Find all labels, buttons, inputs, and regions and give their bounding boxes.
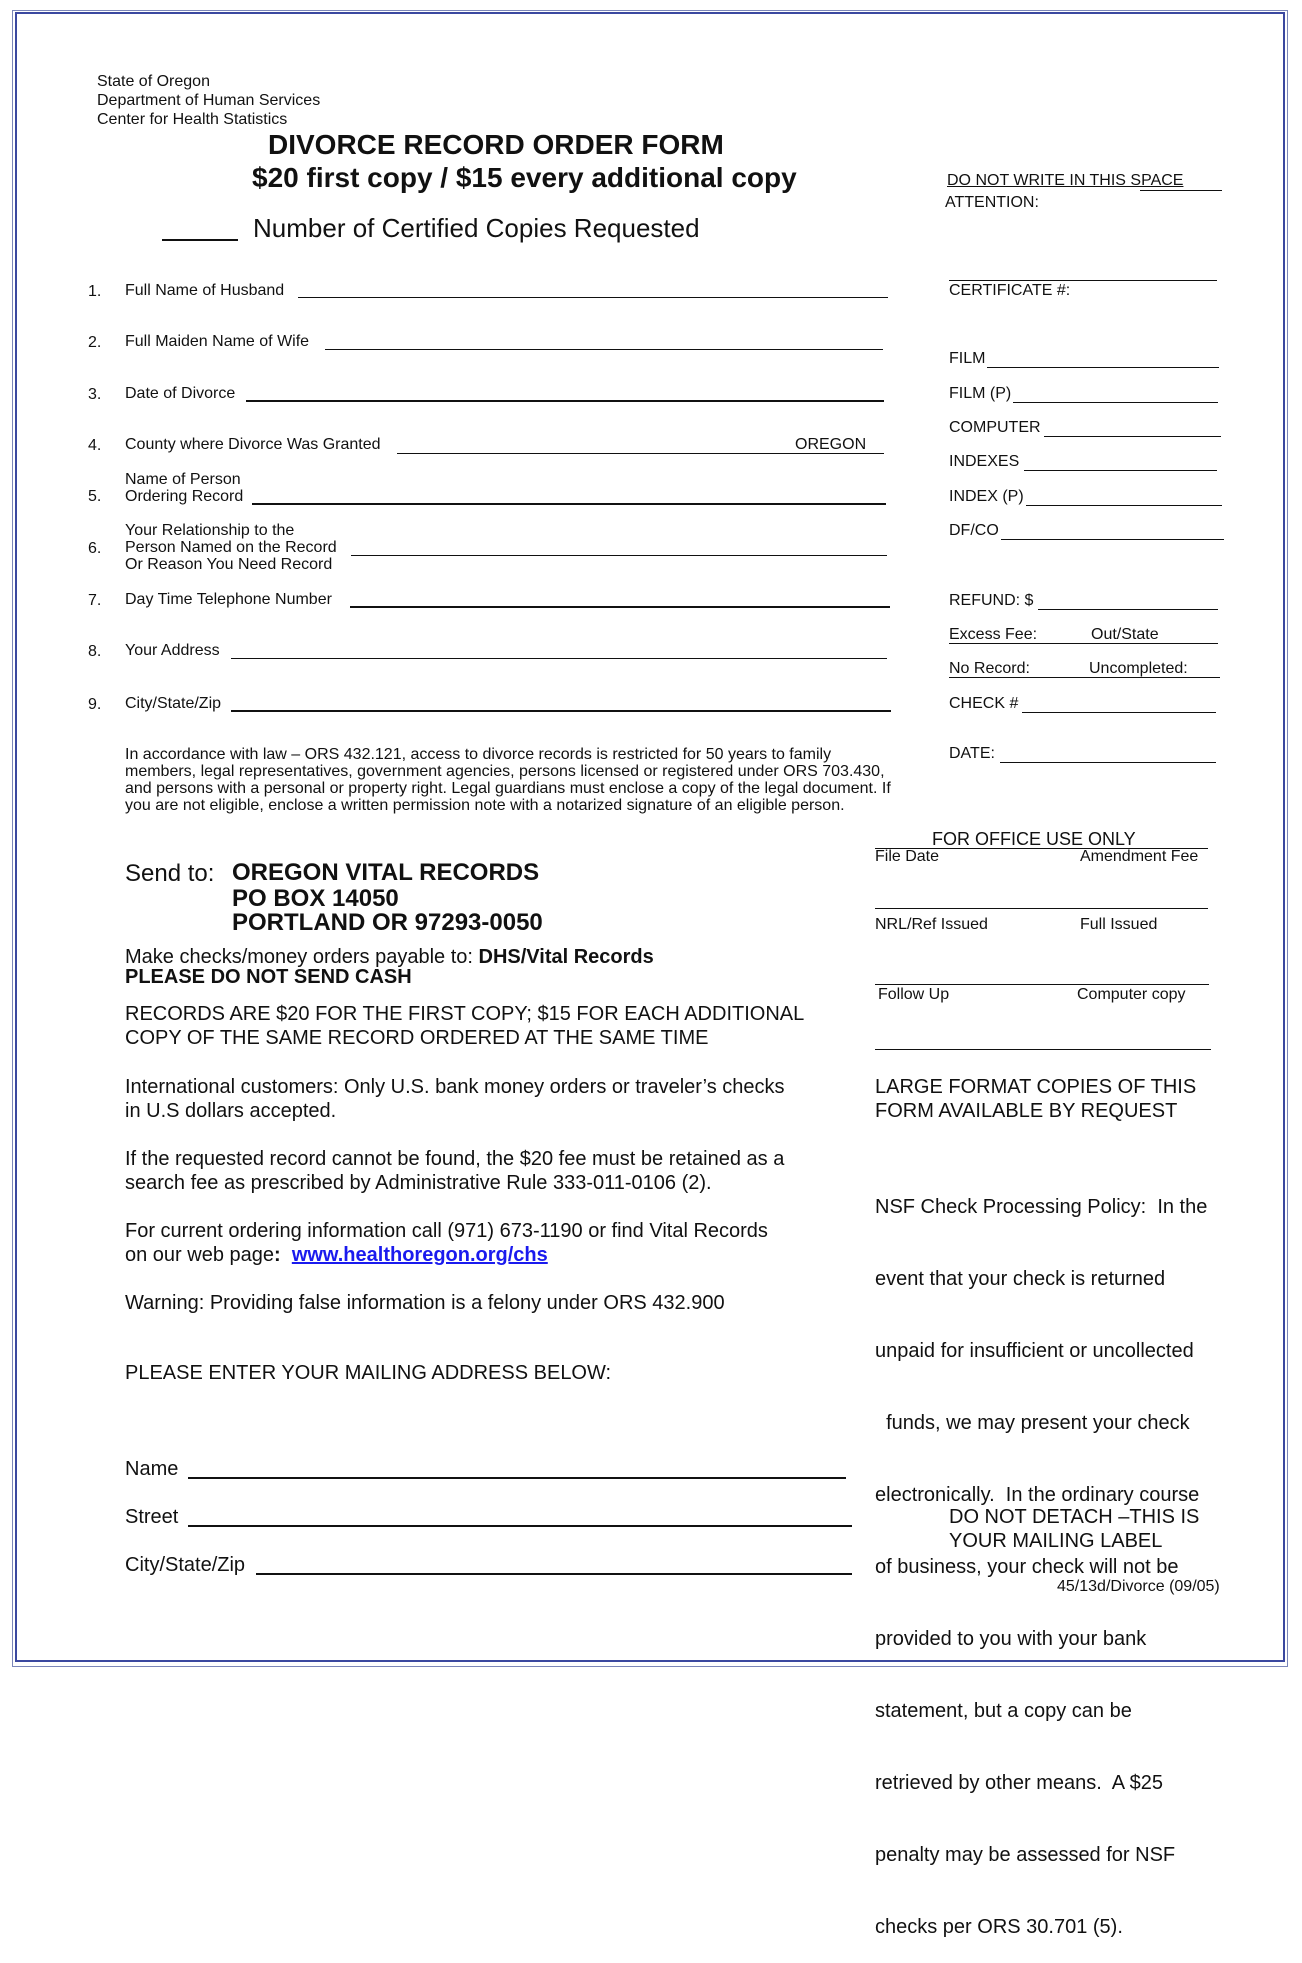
- agency-line-department: Department of Human Services: [97, 92, 321, 109]
- relationship-line[interactable]: [351, 555, 887, 556]
- agency-line-center: Center for Health Statistics: [97, 111, 288, 128]
- form-number: 45/13d/Divorce (09/05): [1057, 1578, 1220, 1595]
- call-info-prefix: on our web page: [125, 1244, 275, 1266]
- no-cash-notice: PLEASE DO NOT SEND CASH: [125, 966, 412, 988]
- nrl-ref-label: NRL/Ref Issued: [875, 916, 988, 933]
- send-to-line-3: PORTLAND OR 97293-0050: [232, 909, 543, 936]
- mailing-city-line[interactable]: [256, 1573, 852, 1575]
- web-link[interactable]: www.healthoregon.org/chs: [291, 1244, 548, 1266]
- check-label: CHECK #: [949, 695, 1019, 712]
- phone-line[interactable]: [350, 606, 890, 608]
- field-number: 3.: [88, 386, 102, 403]
- divorce-date-line[interactable]: [246, 400, 884, 402]
- excess-fee-line[interactable]: [949, 643, 1218, 644]
- large-format-line-1: LARGE FORMAT COPIES OF THIS: [875, 1076, 1197, 1098]
- nsf-policy-line: checks per ORS 30.701 (5).: [875, 1916, 1123, 1938]
- international-line-2: in U.S dollars accepted.: [125, 1100, 337, 1122]
- form-subtitle: $20 first copy / $15 every additional copy: [252, 162, 797, 193]
- international-line-1: International customers: Only U.S. bank money orders or traveler’s checks: [125, 1076, 785, 1098]
- computer-copy-label: Computer copy: [1077, 986, 1186, 1003]
- records-fee-line-2: COPY OF THE SAME RECORD ORDERED AT THE SAME TIME: [125, 1027, 709, 1049]
- large-format-line-2: FORM AVAILABLE BY REQUEST: [875, 1100, 1178, 1122]
- nsf-policy-line: NSF Check Processing Policy: In the: [875, 1196, 1208, 1218]
- field-label-date: Date of Divorce: [125, 385, 236, 402]
- not-found-line-1: If the requested record cannot be found, the $20 fee must be retained as a: [125, 1148, 785, 1170]
- full-issued-label: Full Issued: [1080, 916, 1158, 933]
- call-info-line-1: For current ordering information call (971) 673-1190 or find Vital Records: [125, 1220, 768, 1242]
- state-oregon: OREGON: [795, 436, 867, 453]
- field-label-county: County where Divorce Was Granted: [125, 436, 381, 453]
- nsf-policy-line: provided to you with your bank: [875, 1628, 1147, 1650]
- send-to-line-1: OREGON VITAL RECORDS: [232, 859, 540, 886]
- field-number: 8.: [88, 643, 102, 660]
- detach-line-1: DO NOT DETACH –THIS IS: [949, 1506, 1200, 1528]
- df-co-label: DF/CO: [949, 522, 999, 539]
- field-number: 4.: [88, 437, 102, 454]
- attention-label: ATTENTION:: [945, 194, 1039, 211]
- mailing-street-label: Street: [125, 1506, 179, 1528]
- df-co-line[interactable]: [1001, 539, 1224, 540]
- indexes-line[interactable]: [1024, 470, 1217, 471]
- indexes-label: INDEXES: [949, 453, 1020, 470]
- uncompleted-label: Uncompleted:: [1089, 660, 1188, 677]
- nsf-policy-line: event that your check is returned: [875, 1268, 1166, 1290]
- nsf-policy-line: statement, but a copy can be: [875, 1700, 1132, 1722]
- no-record-label: No Record:: [949, 660, 1030, 677]
- send-to-label: Send to:: [125, 860, 215, 887]
- field-label-city: City/State/Zip: [125, 695, 222, 712]
- field-label-relationship-3: Or Reason You Need Record: [125, 556, 333, 573]
- legal-notice: In accordance with law – ORS 432.121, access to divorce records is restricted for 50 years to family members, legal representatives, government agencies, persons licensed or registered under ORS 703.430, and persons with a personal or property right. Legal guardians must enclose a copy of the legal document. If you are not eligible, enclose a written permission note with a notarized signature of an eligible person.: [125, 746, 891, 814]
- orderer-name-line[interactable]: [252, 503, 886, 505]
- amendment-fee-label: Amendment Fee: [1080, 848, 1199, 865]
- no-record-line[interactable]: [949, 677, 1220, 678]
- field-label-address: Your Address: [125, 642, 220, 659]
- nsf-policy-line: unpaid for insufficient or uncollected: [875, 1340, 1194, 1362]
- payable-to: [125, 947, 654, 967]
- wife-name-line[interactable]: [325, 349, 883, 350]
- index-p-line[interactable]: [1026, 505, 1222, 506]
- send-to-line-2: PO BOX 14050: [232, 885, 399, 912]
- do-not-write-heading: DO NOT WRITE IN THIS SPACE: [947, 172, 1184, 189]
- field-number: 9.: [88, 696, 102, 713]
- film-line[interactable]: [987, 367, 1219, 368]
- attention-line[interactable]: [949, 280, 1217, 281]
- call-info-line-2: [125, 1243, 548, 1267]
- field-number: 2.: [88, 334, 102, 351]
- date-line[interactable]: [1000, 762, 1216, 763]
- nsf-policy-line: electronically. In the ordinary course: [875, 1484, 1200, 1506]
- mailing-prompt: PLEASE ENTER YOUR MAILING ADDRESS BELOW:: [125, 1362, 612, 1384]
- refund-label: REFUND: $: [949, 592, 1034, 609]
- field-number: 7.: [88, 592, 102, 609]
- copies-blank[interactable]: [162, 239, 238, 241]
- nsf-policy-line: funds, we may present your check: [875, 1412, 1190, 1434]
- field-label-wife: Full Maiden Name of Wife: [125, 333, 310, 350]
- index-p-label: INDEX (P): [949, 488, 1024, 505]
- city-line[interactable]: [231, 710, 891, 712]
- field-number: 5.: [88, 488, 102, 505]
- field-label-relationship-1: Your Relationship to the: [125, 522, 295, 539]
- film-label: FILM: [949, 350, 986, 367]
- office-use-heading: FOR OFFICE USE ONLY: [932, 829, 1136, 849]
- agency-line-state: State of Oregon: [97, 73, 210, 90]
- call-info-colon: :: [274, 1244, 281, 1266]
- field-label-relationship-2: Person Named on the Record: [125, 539, 337, 556]
- check-line[interactable]: [1022, 712, 1216, 713]
- payable-payee: DHS/Vital Records: [478, 946, 654, 968]
- file-date-line[interactable]: [875, 908, 1208, 909]
- address-line[interactable]: [231, 658, 887, 659]
- date-label: DATE:: [949, 745, 995, 762]
- nrl-ref-line[interactable]: [875, 984, 1209, 985]
- file-date-label: File Date: [875, 848, 940, 865]
- payable-prefix: Make checks/money orders payable to:: [125, 946, 479, 968]
- excess-fee-label: Excess Fee:: [949, 626, 1038, 643]
- mailing-name-label: Name: [125, 1458, 179, 1480]
- film-p-label: FILM (P): [949, 385, 1012, 402]
- field-label-orderer-1: Name of Person: [125, 471, 241, 488]
- refund-line[interactable]: [1038, 609, 1218, 610]
- computer-line[interactable]: [1044, 436, 1221, 437]
- mailing-name-line[interactable]: [188, 1477, 846, 1479]
- film-p-line[interactable]: [1013, 402, 1218, 403]
- field-label-orderer-2: Ordering Record: [125, 488, 244, 505]
- form-title: DIVORCE RECORD ORDER FORM: [268, 129, 724, 160]
- nsf-policy-line: penalty may be assessed for NSF: [875, 1844, 1176, 1866]
- follow-up-line[interactable]: [875, 1049, 1211, 1050]
- nsf-policy-line: retrieved by other means. A $25: [875, 1772, 1163, 1794]
- warning-text: Warning: Providing false information is a felony under ORS 432.900: [125, 1292, 725, 1314]
- field-number: 6.: [88, 540, 102, 557]
- nsf-policy-line: of business, your check will not be: [875, 1556, 1179, 1578]
- out-state-label: Out/State: [1091, 626, 1159, 643]
- computer-label: COMPUTER: [949, 419, 1041, 436]
- certificate-label: CERTIFICATE #:: [949, 282, 1071, 299]
- field-label-phone: Day Time Telephone Number: [125, 591, 332, 608]
- detach-line-2: YOUR MAILING LABEL: [949, 1530, 1163, 1552]
- follow-up-label: Follow Up: [878, 986, 950, 1003]
- copies-label: Number of Certified Copies Requested: [253, 213, 700, 243]
- mailing-city-label: City/State/Zip: [125, 1554, 246, 1576]
- not-found-line-2: search fee as prescribed by Administrative Rule 333-011-0106 (2).: [125, 1172, 712, 1194]
- nsf-policy: [875, 1147, 1207, 1963]
- mailing-street-line[interactable]: [188, 1525, 852, 1527]
- field-number: 1.: [88, 283, 102, 300]
- records-fee-line-1: RECORDS ARE $20 FOR THE FIRST COPY; $15 FOR EACH ADDITIONAL: [125, 1003, 805, 1025]
- field-label-husband: Full Name of Husband: [125, 282, 285, 299]
- husband-name-line[interactable]: [298, 297, 888, 298]
- do-not-write-underline: [1140, 190, 1222, 191]
